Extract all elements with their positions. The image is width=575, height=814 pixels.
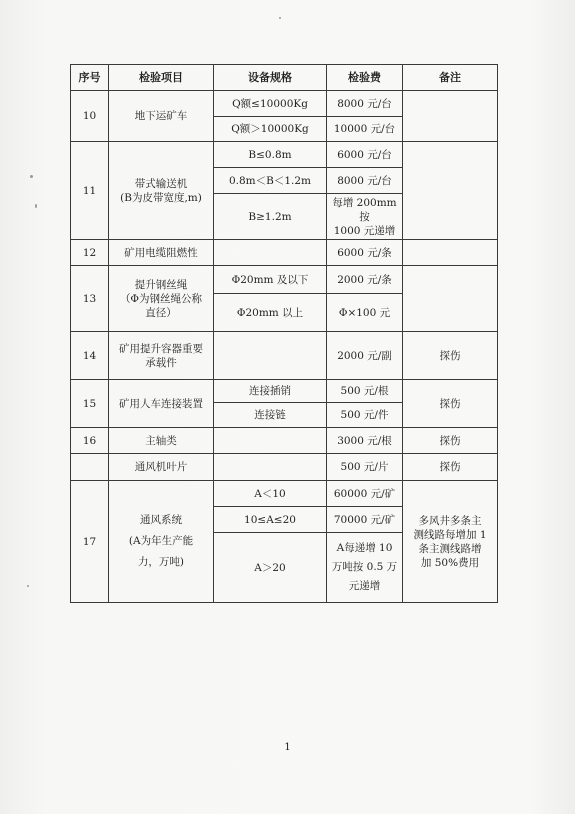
row-item-line: (A为年生产能 [128, 535, 194, 547]
row-no [71, 454, 109, 481]
row-spec: B≤0.8m [214, 142, 327, 168]
header-spec: 设备规格 [214, 65, 327, 91]
row-remark-line: 多风井多条主 [418, 514, 482, 527]
row-item: 地下运矿车 [109, 91, 214, 142]
row-remark [403, 266, 498, 332]
scan-speck [35, 204, 37, 208]
row-fee-line: A每递增 10 [336, 542, 393, 554]
table-row [71, 91, 498, 117]
row-spec: Φ20mm 以上 [214, 294, 327, 332]
table-row [71, 454, 498, 481]
row-fee: 8000 元/台 [327, 91, 403, 117]
header-fee: 检验费 [327, 65, 403, 91]
row-fee: 2000 元/副 [327, 332, 403, 380]
row-item [109, 142, 214, 240]
scan-speck [279, 17, 281, 19]
row-spec: 0.8m＜B＜1.2m [214, 168, 327, 194]
row-item: 矿用人车连接装置 [109, 380, 214, 428]
row-no: 11 [71, 142, 109, 240]
row-spec: 连接链 [214, 403, 327, 428]
row-remark-line: 条主测线路增 [418, 542, 482, 555]
row-no: 13 [71, 266, 109, 332]
row-fee: 10000 元/台 [327, 117, 403, 142]
row-fee: 8000 元/台 [327, 168, 403, 194]
row-remark [403, 91, 498, 142]
row-fee-line: 万吨按 0.5 万 [331, 561, 398, 573]
row-spec [214, 240, 327, 266]
row-spec [214, 454, 327, 481]
row-fee: 70000 元/矿 [327, 507, 403, 533]
row-item [109, 332, 214, 380]
row-item-line: 提升钢丝绳 [134, 278, 188, 291]
row-spec [214, 332, 327, 380]
table-row [71, 332, 498, 380]
table-row [71, 428, 498, 454]
row-item-line: 带式输送机 [134, 177, 188, 190]
row-item [109, 266, 214, 332]
row-fee: 500 元/根 [327, 380, 403, 403]
header-remark: 备注 [403, 65, 498, 91]
row-no: 12 [71, 240, 109, 266]
row-spec: B≥1.2m [214, 194, 327, 240]
row-item [109, 481, 214, 603]
row-item-line: 力，万吨) [137, 556, 185, 568]
row-remark: 探伤 [403, 332, 498, 380]
table-row [71, 481, 498, 507]
row-fee-line: 每增 200mm 按 [332, 196, 397, 223]
row-remark-line: 测线路每增加 1 [413, 528, 487, 541]
row-item: 矿用电缆阻燃性 [109, 240, 214, 266]
table-row [71, 240, 498, 266]
row-spec: A＜10 [214, 481, 327, 507]
row-fee [327, 194, 403, 240]
row-item-line: 承载件 [145, 356, 177, 369]
table-row [71, 142, 498, 168]
header-item: 检验项目 [109, 65, 214, 91]
row-remark: 探伤 [403, 380, 498, 428]
row-no: 10 [71, 91, 109, 142]
page-number: 1 [284, 742, 291, 753]
row-fee-line: 元递增 [348, 580, 381, 592]
row-item-line: （Φ为钢丝绳公称 [119, 292, 203, 305]
table-row [71, 266, 498, 294]
row-item-line: 直径） [145, 306, 177, 319]
table-row [71, 380, 498, 403]
row-no: 17 [71, 481, 109, 603]
inspection-fee-table [70, 64, 498, 603]
row-remark [403, 240, 498, 266]
row-item: 通风机叶片 [109, 454, 214, 481]
row-spec: Φ20mm 及以下 [214, 266, 327, 294]
row-fee: 6000 元/台 [327, 142, 403, 168]
row-fee: 6000 元/条 [327, 240, 403, 266]
row-fee: 500 元/件 [327, 403, 403, 428]
row-fee: 60000 元/矿 [327, 481, 403, 507]
table-header-row [71, 65, 498, 91]
row-remark: 探伤 [403, 428, 498, 454]
row-no: 15 [71, 380, 109, 428]
row-fee: 500 元/片 [327, 454, 403, 481]
row-fee-line: 1000 元递增 [333, 224, 396, 237]
row-remark [403, 142, 498, 240]
row-item-line: (B为皮带宽度,m) [120, 191, 202, 204]
row-no: 14 [71, 332, 109, 380]
row-spec: A＞20 [214, 533, 327, 603]
scan-speck [30, 175, 33, 178]
row-spec: Q额≤10000Kg [214, 91, 327, 117]
row-spec: Q额＞10000Kg [214, 117, 327, 142]
row-item-line: 通风系统 [140, 514, 182, 526]
header-no: 序号 [71, 65, 109, 91]
row-spec [214, 428, 327, 454]
row-fee [327, 533, 403, 603]
scan-speck [27, 585, 29, 587]
row-fee: Φ×100 元 [327, 294, 403, 332]
row-fee: 2000 元/条 [327, 266, 403, 294]
row-remark: 探伤 [403, 454, 498, 481]
row-remark-line: 加 50%费用 [420, 556, 480, 569]
row-spec: 连接插销 [214, 380, 327, 403]
row-item: 主轴类 [109, 428, 214, 454]
row-item-line: 矿用提升容器重要 [119, 342, 203, 355]
row-spec: 10≤A≤20 [214, 507, 327, 533]
row-no: 16 [71, 428, 109, 454]
row-remark [403, 481, 498, 603]
row-fee: 3000 元/根 [327, 428, 403, 454]
